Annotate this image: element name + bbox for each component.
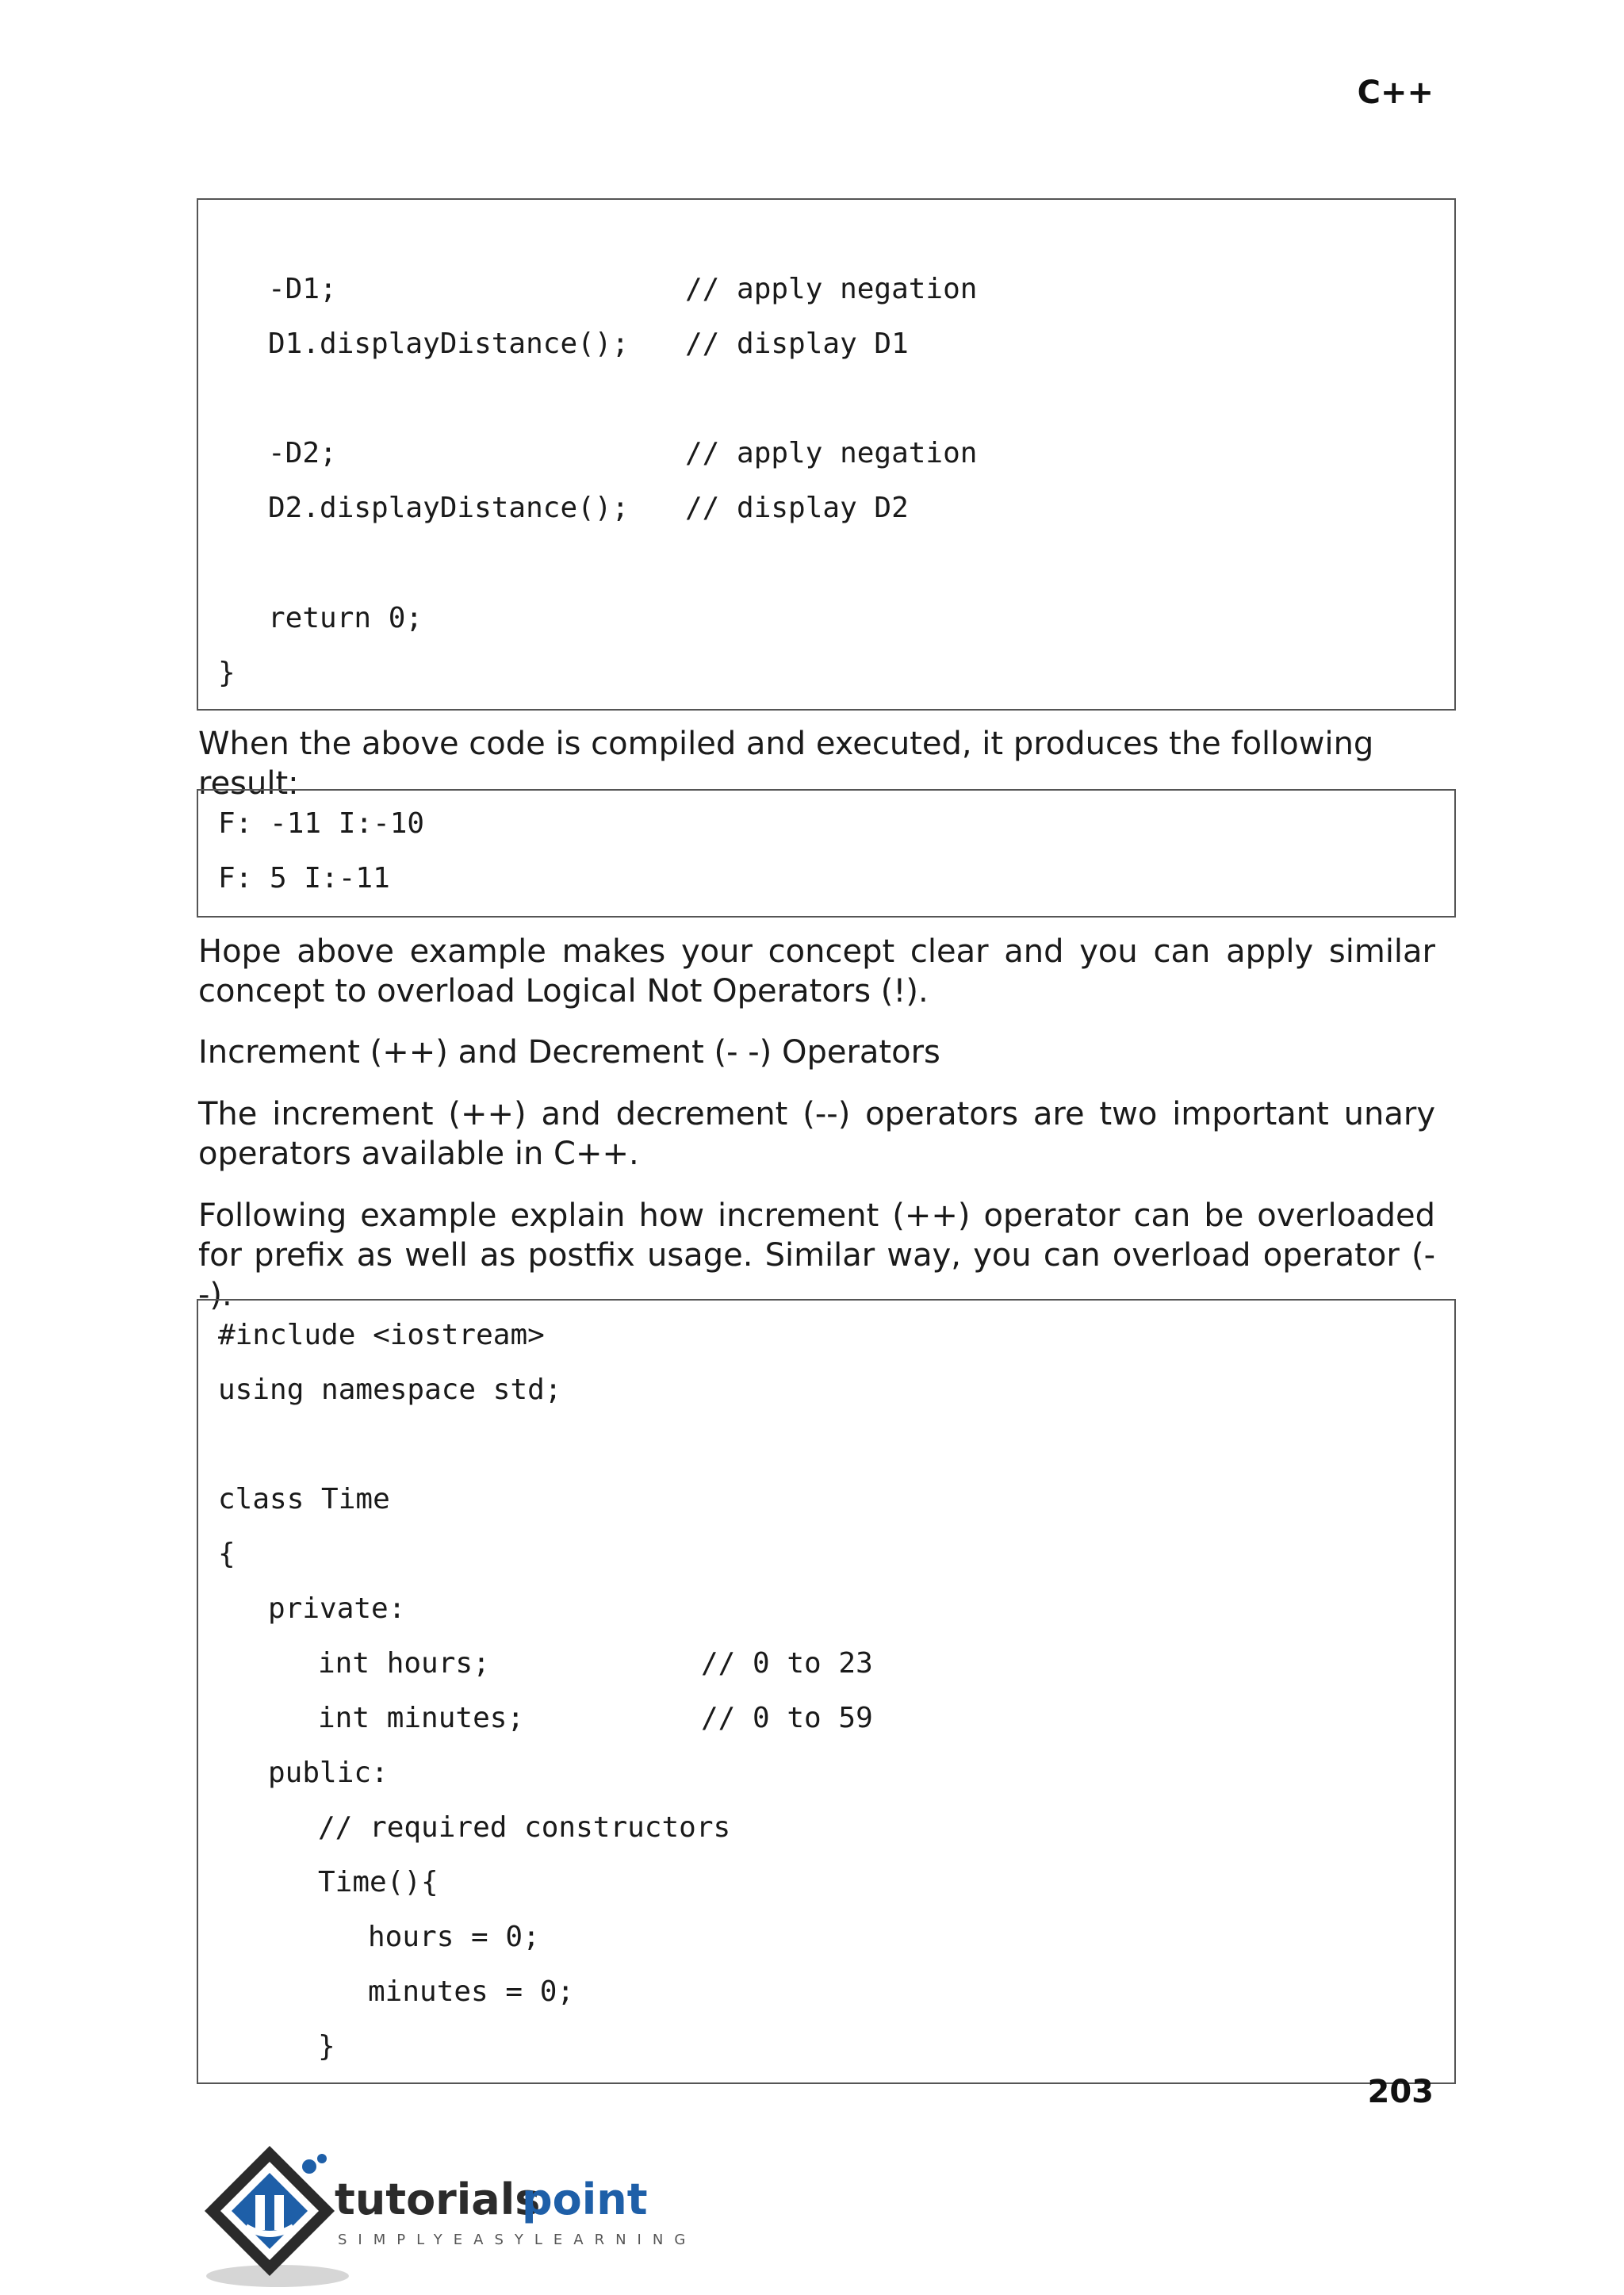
code-comment: // 0 to 59 bbox=[701, 1702, 873, 1734]
code-block-time-class bbox=[197, 1299, 1456, 2084]
concept-paragraph: Hope above example makes your concept clear and you can apply similar concept to overload Logical Not Operators (!). bbox=[198, 933, 1435, 1010]
increment-paragraph: The increment (++) and decrement (--) operators are two important unary operators available in C++. bbox=[198, 1096, 1435, 1172]
book-title-header: C++ bbox=[1357, 75, 1434, 111]
code-line: hours = 0; bbox=[368, 1921, 540, 1953]
page-number: 203 bbox=[1367, 2074, 1434, 2110]
code-line: } bbox=[318, 2030, 335, 2063]
tutorialspoint-logo bbox=[190, 2133, 698, 2292]
code-comment: // required constructors bbox=[318, 1811, 731, 1844]
output-line: F: -11 I:-10 bbox=[218, 807, 425, 840]
code-line: D2.displayDistance(); bbox=[268, 492, 630, 524]
code-line: public: bbox=[268, 1757, 389, 1789]
code-line: #include <iostream> bbox=[218, 1319, 545, 1351]
code-comment: // apply negation bbox=[685, 273, 978, 305]
output-block bbox=[197, 789, 1456, 918]
code-line: Time(){ bbox=[318, 1866, 439, 1898]
output-line: F: 5 I:-11 bbox=[218, 862, 390, 895]
code-line: class Time bbox=[218, 1483, 390, 1515]
result-intro-text: When the above code is compiled and executed, it produces the following result: bbox=[198, 726, 1374, 802]
code-line: D1.displayDistance(); bbox=[268, 328, 630, 360]
code-comment: // 0 to 23 bbox=[701, 1647, 873, 1680]
code-line: using namespace std; bbox=[218, 1374, 562, 1406]
code-line: -D1; bbox=[268, 273, 337, 305]
section-heading: Increment (++) and Decrement (- -) Operators bbox=[198, 1034, 940, 1071]
logo-tagline: SIMPLYEASYLEARNING bbox=[338, 2232, 697, 2248]
code-block-negation bbox=[197, 198, 1456, 711]
code-line: int minutes; bbox=[318, 1702, 525, 1734]
code-line: private: bbox=[268, 1592, 406, 1625]
code-line: -D2; bbox=[268, 437, 337, 469]
code-comment: // display D1 bbox=[685, 328, 909, 360]
code-line: { bbox=[218, 1538, 236, 1570]
code-comment: // display D2 bbox=[685, 492, 909, 524]
code-comment: // apply negation bbox=[685, 437, 978, 469]
code-line: } bbox=[218, 657, 236, 689]
example-paragraph: Following example explain how increment (++) operator can be overloaded for prefix as well as postfix usage. Similar way, you can overload operator (--). bbox=[198, 1197, 1435, 1313]
logo-brand-dark: tutorials bbox=[335, 2174, 541, 2224]
code-line: minutes = 0; bbox=[368, 1975, 575, 2008]
code-line: int hours; bbox=[318, 1647, 490, 1680]
code-line: return 0; bbox=[268, 602, 423, 634]
logo-brand-blue: point bbox=[522, 2174, 648, 2224]
